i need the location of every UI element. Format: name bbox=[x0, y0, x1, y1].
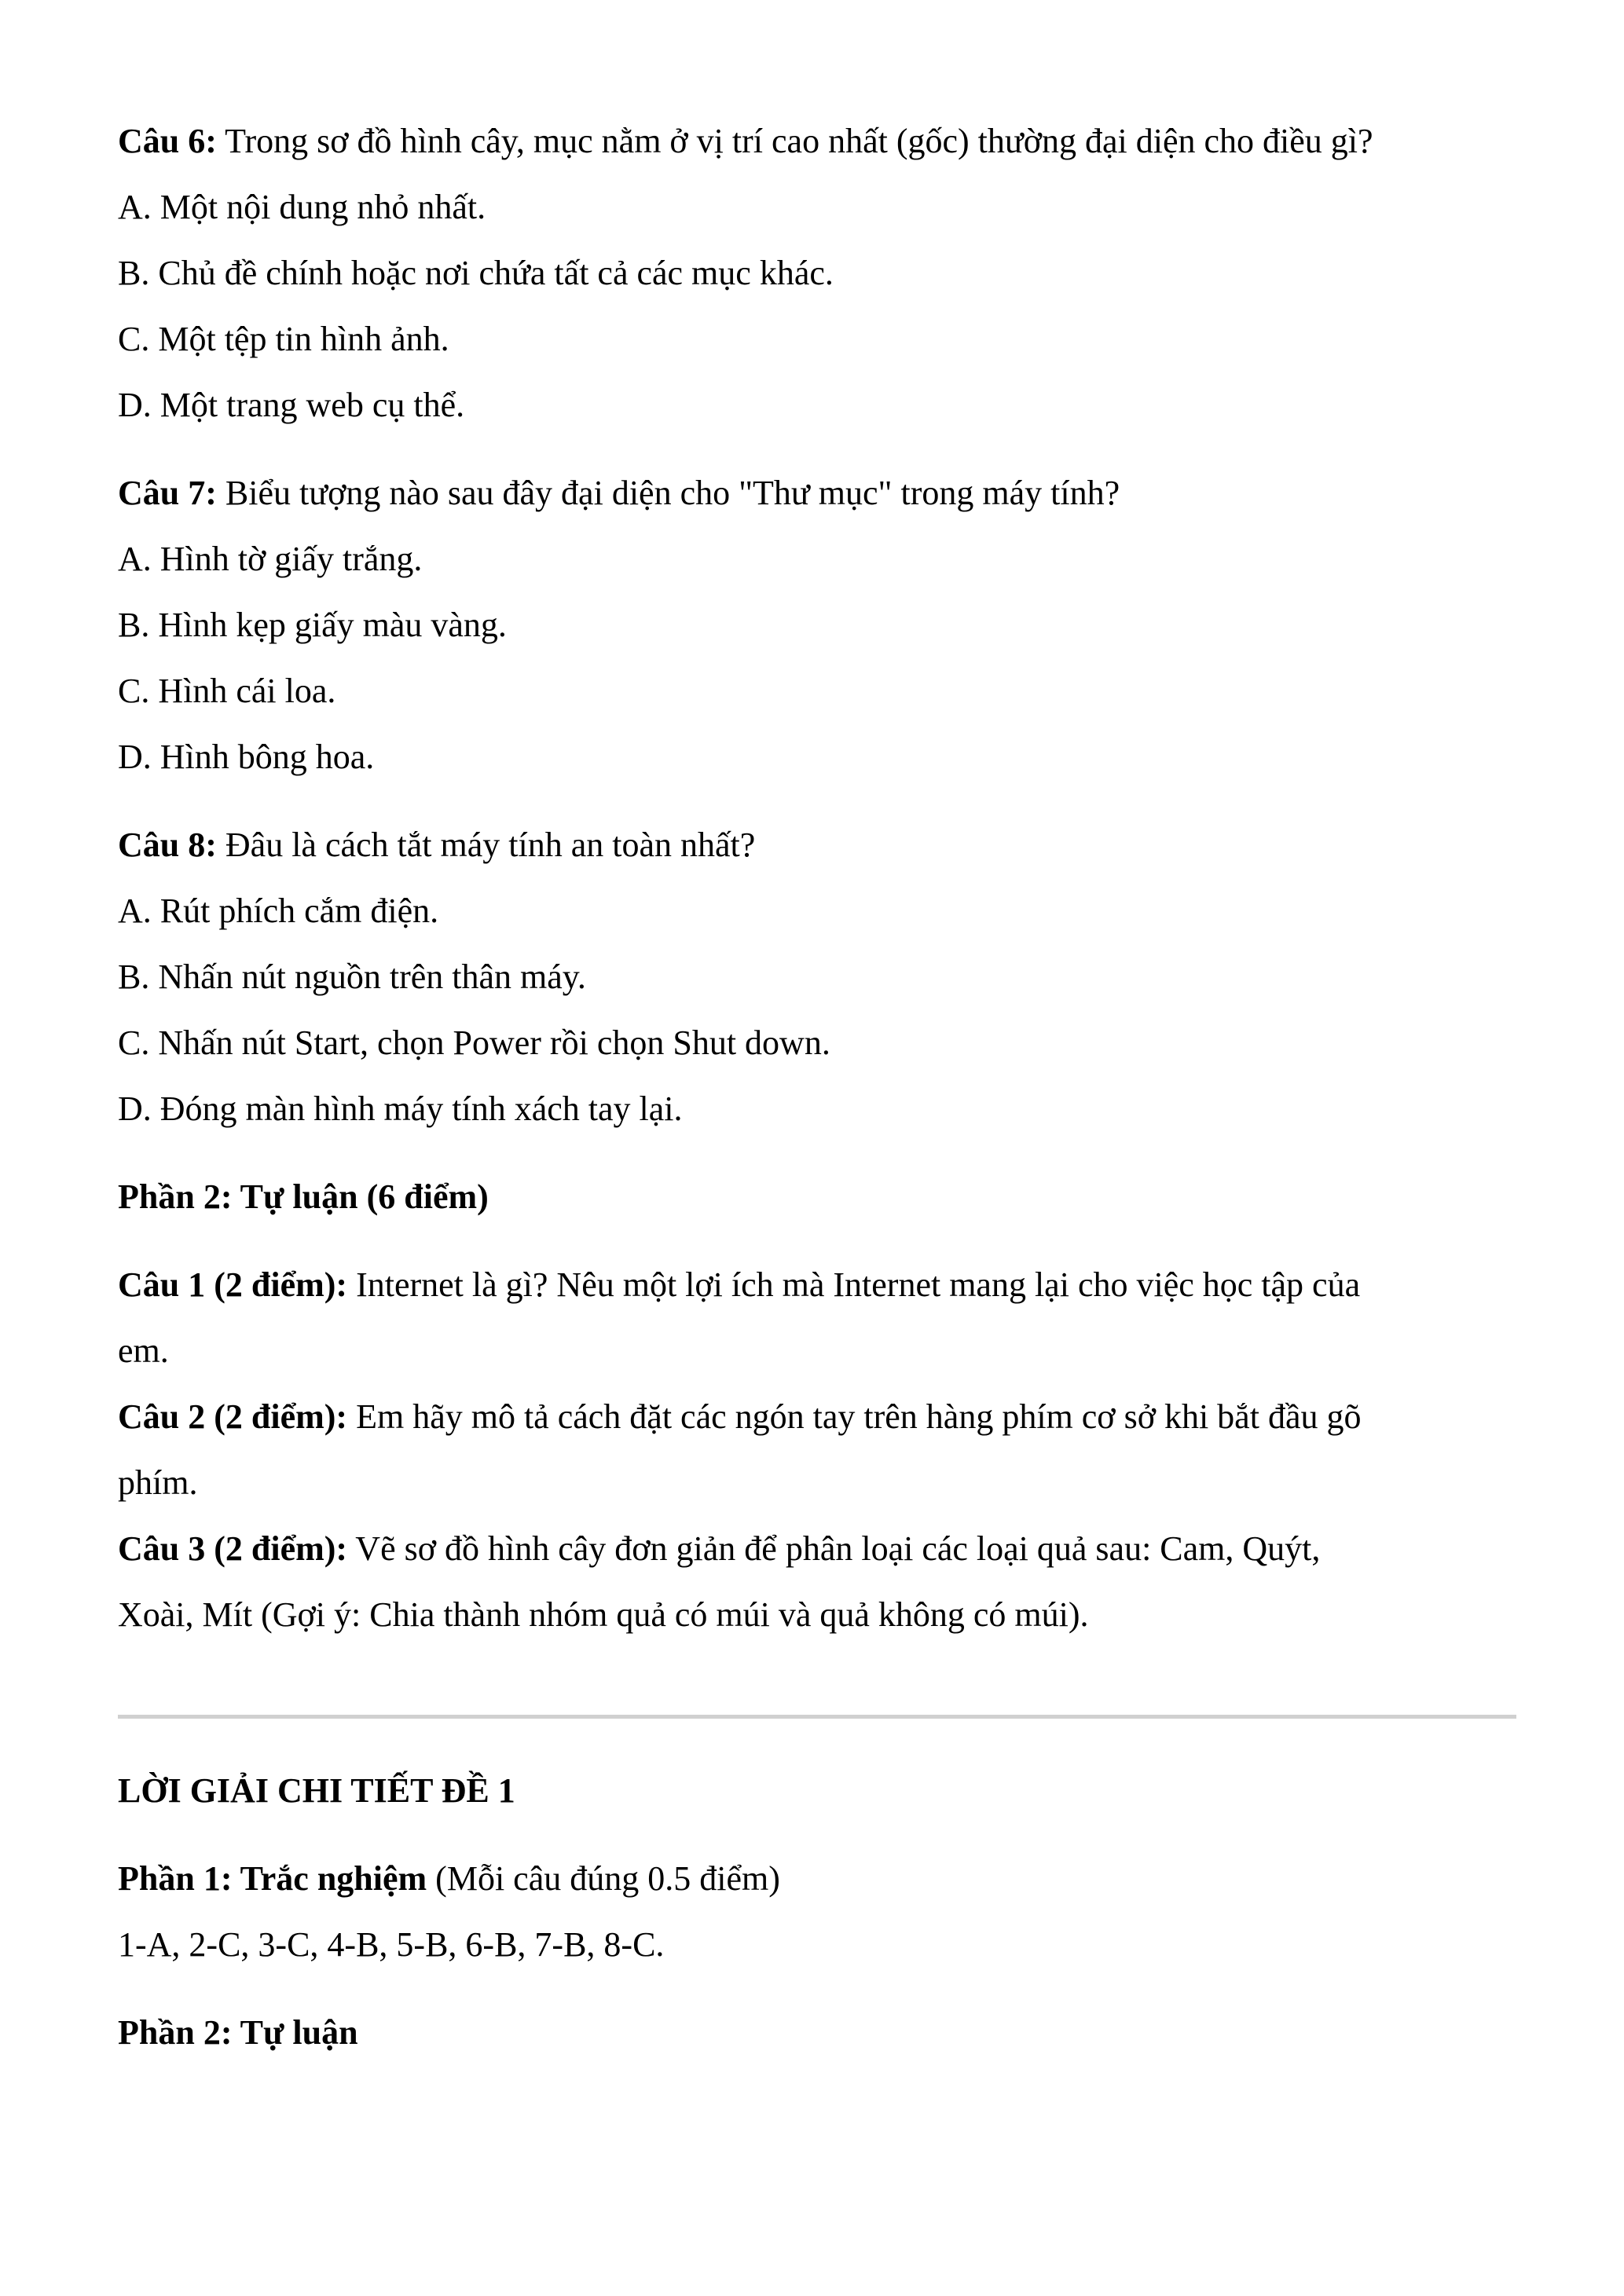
option-8a: A. Rút phích cắm điện. bbox=[118, 892, 439, 930]
solution-part1-note: (Mỗi câu đúng 0.5 điểm) bbox=[427, 1859, 780, 1898]
question-8 bbox=[118, 823, 755, 867]
option-8b: B. Nhấn nút nguồn trên thân máy. bbox=[118, 958, 586, 996]
essay-question-2-cont: phím. bbox=[118, 1463, 198, 1502]
option-7d: D. Hình bông hoa. bbox=[118, 738, 375, 776]
essay-label: Câu 1 (2 điểm): bbox=[118, 1265, 348, 1304]
solution-title: LỜI GIẢI CHI TIẾT ĐỀ 1 bbox=[118, 1771, 515, 1810]
option-6d: D. Một trang web cụ thể. bbox=[118, 386, 465, 424]
essay-text: Internet là gì? Nêu một lợi ích mà Internet mang lại cho việc học tập của bbox=[347, 1265, 1361, 1304]
essay-question-3 bbox=[118, 1527, 1320, 1571]
option-6c: C. Một tệp tin hình ảnh. bbox=[118, 320, 449, 358]
part2-heading: Phần 2: Tự luận (6 điểm) bbox=[118, 1177, 489, 1216]
question-text: Biểu tượng nào sau đây đại diện cho "Thư mục" trong máy tính? bbox=[216, 474, 1120, 512]
question-text: Đâu là cách tắt máy tính an toàn nhất? bbox=[216, 826, 756, 864]
question-6 bbox=[118, 119, 1373, 163]
option-6a: A. Một nội dung nhỏ nhất. bbox=[118, 188, 486, 226]
essay-question-1 bbox=[118, 1263, 1360, 1307]
option-7c: C. Hình cái loa. bbox=[118, 672, 336, 710]
essay-question-1-cont: em. bbox=[118, 1331, 169, 1370]
option-7a: A. Hình tờ giấy trắng. bbox=[118, 540, 423, 578]
section-divider bbox=[118, 1715, 1516, 1719]
solution-part1 bbox=[118, 1857, 780, 1901]
option-7b: B. Hình kẹp giấy màu vàng. bbox=[118, 606, 507, 644]
question-label: Câu 6: bbox=[118, 122, 217, 160]
essay-label: Câu 2 (2 điểm): bbox=[118, 1397, 348, 1436]
solution-part1-label: Phần 1: Trắc nghiệm bbox=[118, 1859, 427, 1898]
essay-text: Em hãy mô tả cách đặt các ngón tay trên hàng phím cơ sở khi bắt đầu gõ bbox=[347, 1397, 1362, 1436]
option-6b: B. Chủ đề chính hoặc nơi chứa tất cả các mục khác. bbox=[118, 254, 834, 292]
solution-part2-label: Phần 2: Tự luận bbox=[118, 2013, 358, 2052]
question-7 bbox=[118, 471, 1120, 515]
essay-text: Vẽ sơ đồ hình cây đơn giản để phân loại các loại quả sau: Cam, Quýt, bbox=[347, 1529, 1321, 1568]
option-8c: C. Nhấn nút Start, chọn Power rồi chọn Shut down. bbox=[118, 1023, 830, 1062]
question-label: Câu 7: bbox=[118, 474, 217, 512]
option-8d: D. Đóng màn hình máy tính xách tay lại. bbox=[118, 1089, 683, 1128]
answer-key: 1-A, 2-C, 3-C, 4-B, 5-B, 6-B, 7-B, 8-C. bbox=[118, 1925, 665, 1964]
question-text: Trong sơ đồ hình cây, mục nằm ở vị trí cao nhất (gốc) thường đại diện cho điều gì? bbox=[216, 122, 1373, 160]
essay-label: Câu 3 (2 điểm): bbox=[118, 1529, 348, 1568]
essay-question-3-cont: Xoài, Mít (Gợi ý: Chia thành nhóm quả có múi và quả không có múi). bbox=[118, 1595, 1089, 1634]
essay-question-2 bbox=[118, 1395, 1361, 1439]
question-label: Câu 8: bbox=[118, 826, 217, 864]
